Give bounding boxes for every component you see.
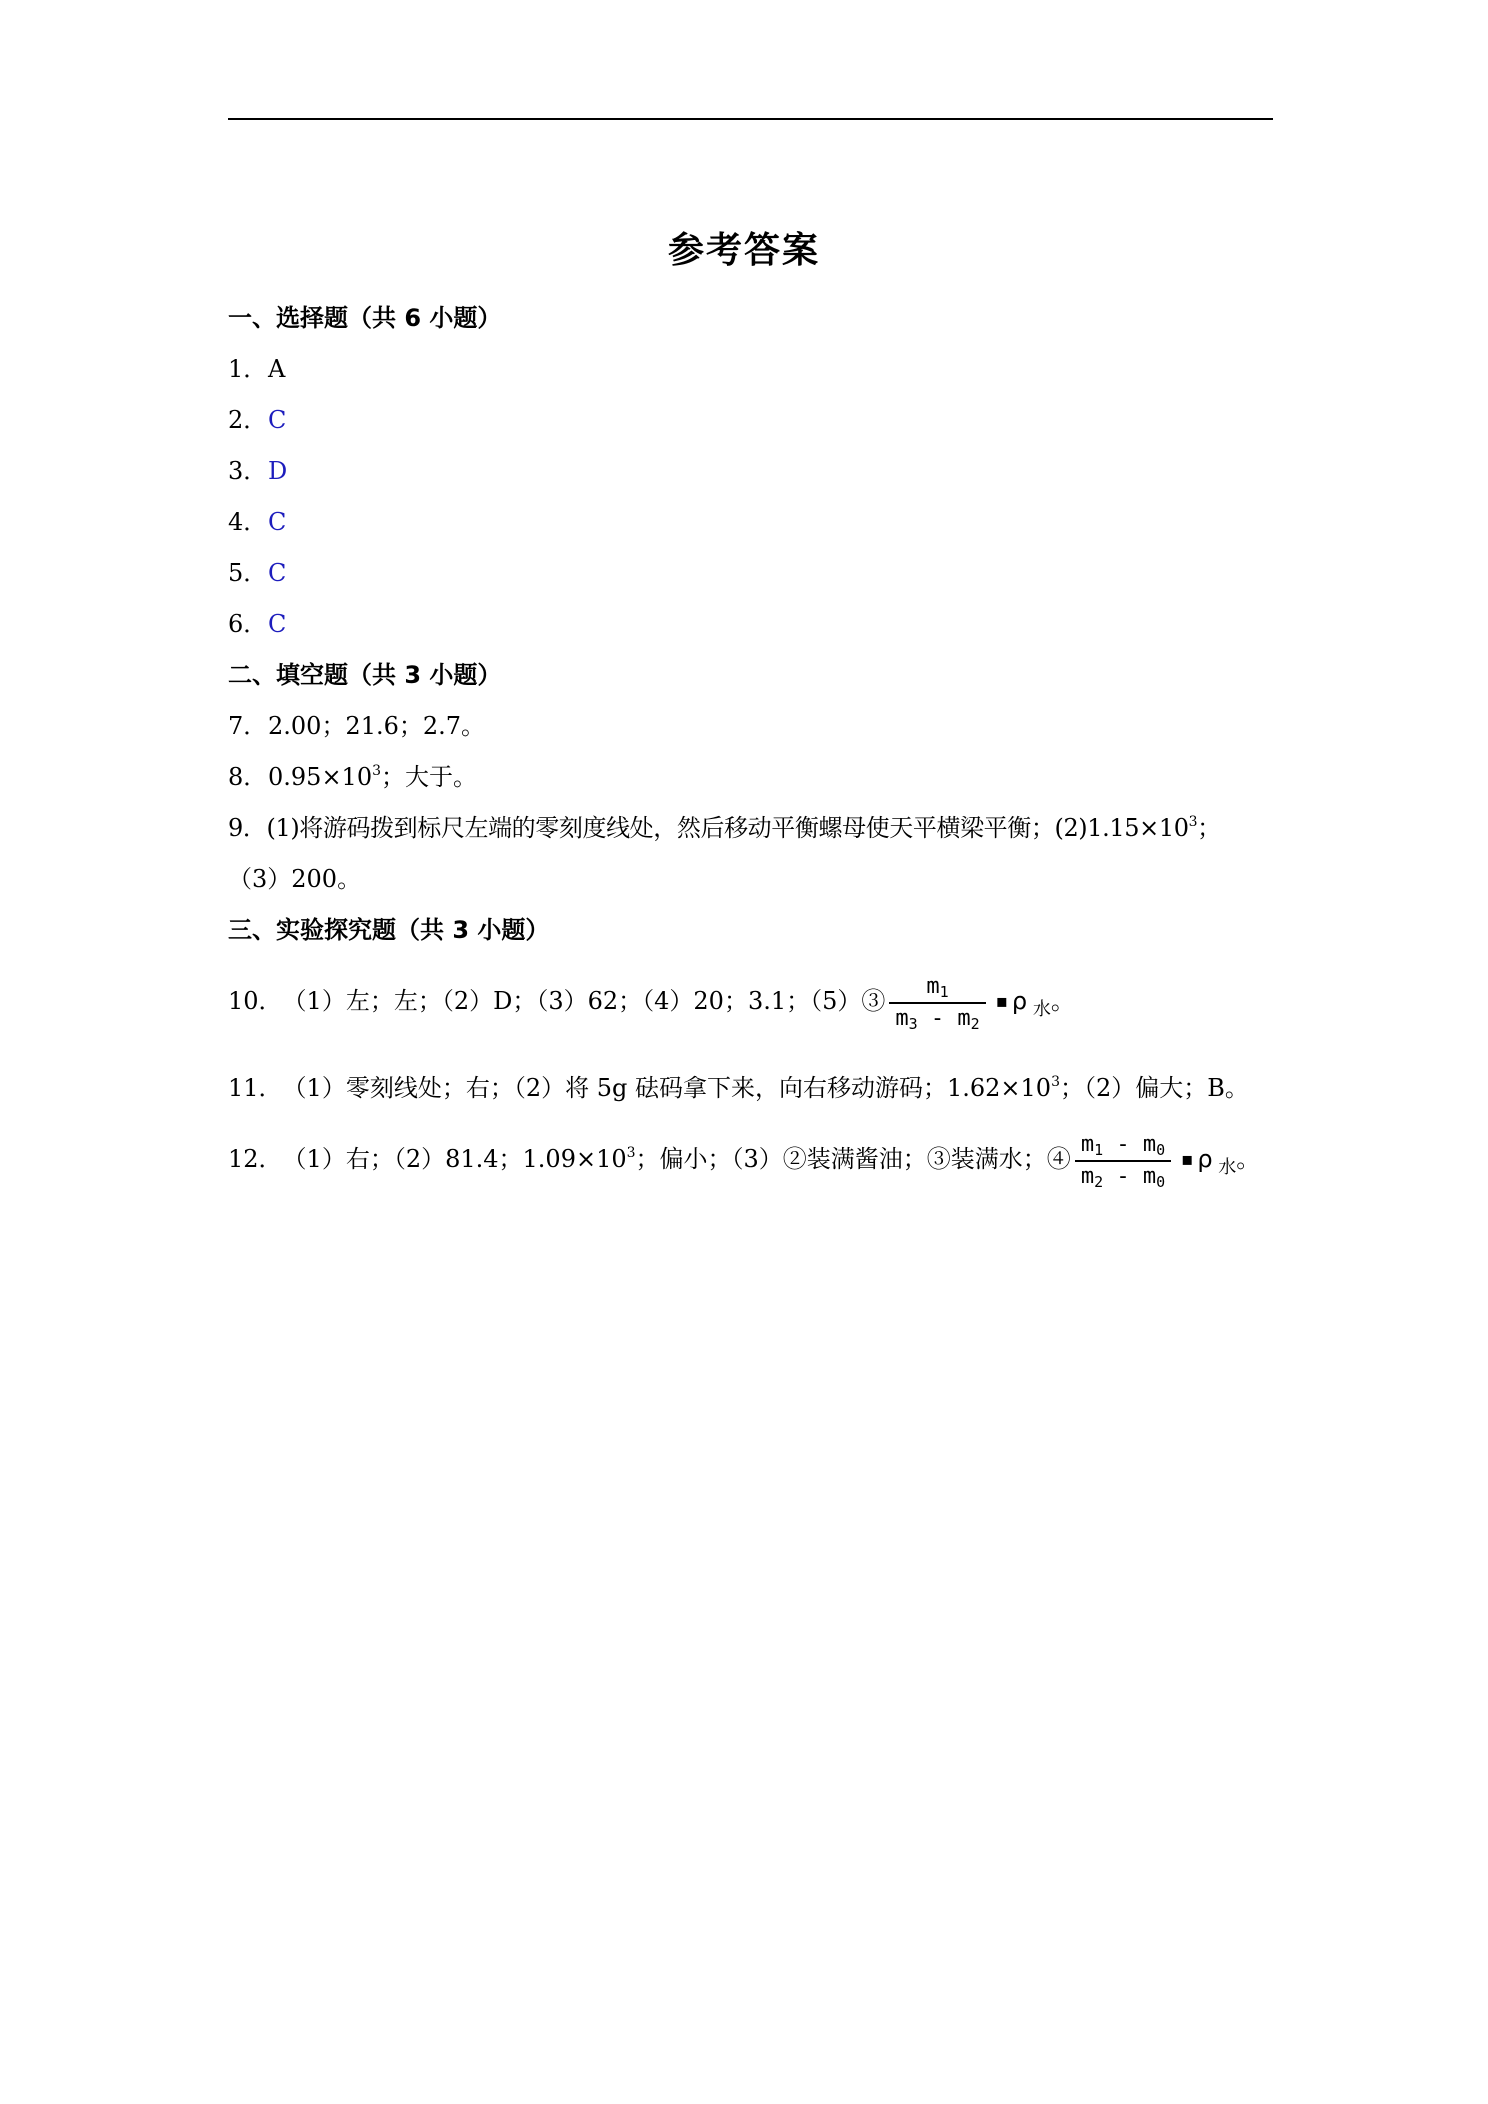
answer-line <box>228 454 287 488</box>
question-number: 4． <box>228 508 268 536</box>
question-number: 11． <box>228 1074 283 1102</box>
answer-value: （1）左；左；（2）D；（3）62；（4）20；3.1；（5）③ <box>282 987 886 1015</box>
question-number: 8． <box>228 763 268 791</box>
answer-line-continued: （3）200。 <box>228 865 362 893</box>
exponent: 3 <box>1188 814 1198 830</box>
answer-line <box>228 556 286 590</box>
section-heading-choice: 一、选择题（共 6 小题） <box>228 304 502 332</box>
answer-line <box>228 966 1075 1045</box>
answer-value: C <box>268 610 287 638</box>
question-number: 1． <box>228 355 268 383</box>
answer-line <box>228 1124 1260 1203</box>
answer-value: (1)将游码拨到标尺左端的零刻度线处，然后移动平衡螺母使天平横梁平衡；(2)1.15×10 <box>266 814 1189 842</box>
answer-value: 0.95×10 <box>268 763 373 791</box>
rho-subscript: 水 <box>1027 999 1051 1020</box>
answer-value: （1）零刻线处；右；（2）将 5g 砝码拿下来，向右移动游码；1.62×10 <box>282 1074 1052 1102</box>
question-number: 6． <box>228 610 268 638</box>
answer-value: C <box>268 508 287 536</box>
answer-line <box>228 403 286 437</box>
section-heading-experiment: 三、实验探究题（共 3 小题） <box>228 916 550 944</box>
exponent: 3 <box>1051 1074 1060 1090</box>
formula-denominator: $m_2 - m_0$ <box>1075 1160 1171 1190</box>
question-number: 10． <box>228 987 283 1015</box>
rho-symbol: ρ <box>1011 987 1028 1015</box>
header-rule <box>228 118 1273 120</box>
answer-value: 2.00；21.6；2.7。 <box>268 712 486 740</box>
answer-value: （1）右；（2）81.4；1.09×10 <box>282 1145 627 1173</box>
answer-value-end: ；大于。 <box>381 763 478 791</box>
answer-value: C <box>268 559 287 587</box>
answer-value-mid: ；偏小；（3）②装满酱油；③装满水；④ <box>635 1145 1071 1173</box>
multiply-dot: ▪ <box>1181 1149 1194 1170</box>
page-title: 参考答案 <box>667 230 820 271</box>
answer-line <box>228 607 286 641</box>
formula-denominator: $m_3 - m_2$ <box>889 1002 985 1032</box>
density-formula <box>1075 1132 1171 1190</box>
question-number: 9． <box>228 814 267 842</box>
question-number: 12． <box>228 1145 283 1173</box>
answer-value-end: 。 <box>1050 987 1075 1015</box>
formula-numerator: $m_1 - m_0$ <box>1080 1131 1166 1159</box>
answer-value-end: ； <box>1197 814 1221 842</box>
multiply-dot: ▪ <box>995 991 1008 1012</box>
answer-line <box>228 1071 1249 1105</box>
answer-value-end: ；（2）偏大；B。 <box>1059 1074 1249 1102</box>
answer-line <box>228 760 477 794</box>
formula-numerator: $m_1$ <box>926 973 949 1001</box>
section-heading-fill: 二、填空题（共 3 小题） <box>228 661 502 689</box>
question-number: 5． <box>228 559 268 587</box>
answer-value: A <box>268 355 286 383</box>
answer-value-end: 。 <box>1236 1145 1261 1173</box>
answer-line <box>228 811 1221 845</box>
exponent: 3 <box>626 1145 636 1161</box>
question-number: 3． <box>228 457 268 485</box>
question-number: 7． <box>228 712 268 740</box>
exponent: 3 <box>372 763 382 779</box>
answer-line <box>228 352 285 386</box>
question-number: 2． <box>228 406 268 434</box>
density-formula <box>889 974 985 1032</box>
rho-symbol: ρ <box>1197 1145 1213 1173</box>
answer-line <box>228 709 485 743</box>
answer-value: D <box>268 457 288 485</box>
answer-value: C <box>268 406 287 434</box>
answer-line <box>228 505 286 539</box>
rho-subscript: 水 <box>1212 1157 1237 1178</box>
